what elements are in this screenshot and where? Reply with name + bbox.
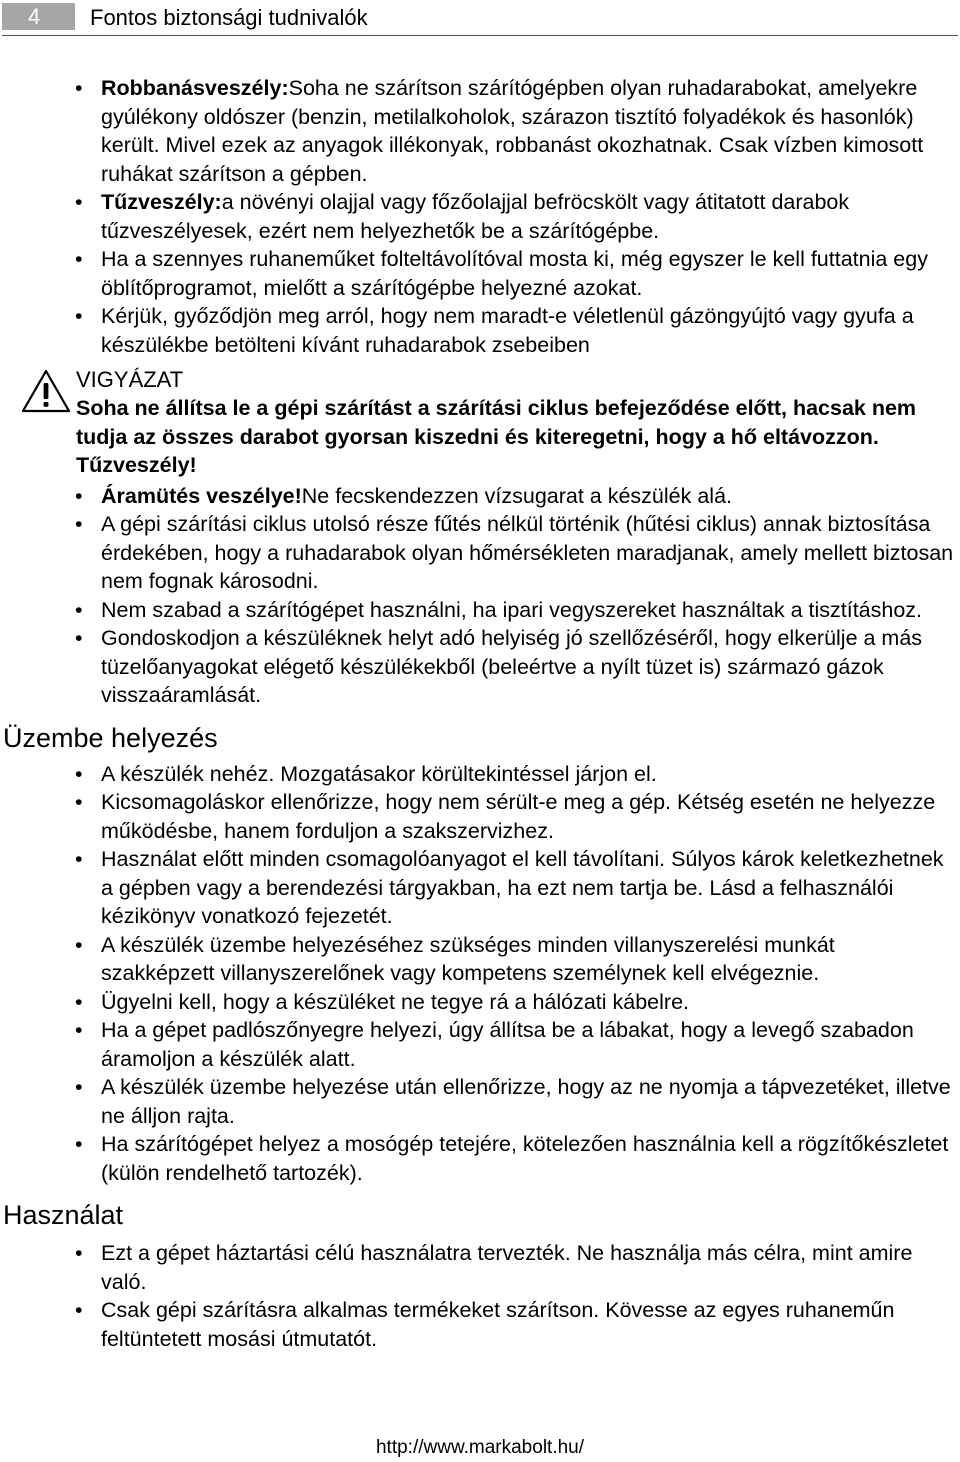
list-item: • A készülék üzembe helyezéséhez szükséges minden villanyszerelési munkát szakképzett villanyszerelőnek vagy kompetens személynek kell elvégeznie. — [101, 931, 954, 988]
bullet-label: Robbanásveszély: — [101, 76, 289, 100]
list-item — [101, 302, 954, 359]
safety-list-warning — [0, 482, 960, 710]
list-item — [101, 510, 954, 596]
list-item: • A készülék üzembe helyezése után ellenőrizze, hogy az ne nyomja a tápvezetéket, illetve ne álljon rajta. — [101, 1073, 954, 1130]
list-item: • A készülék nehéz. Mozgatásakor körültekintéssel járjon el. — [101, 760, 954, 789]
bullet-text: a növényi olajjal vagy főzőolajjal befröcskölt vagy átitatott darabok tűzveszélyesek, ezért nem helyezhetők be a szárítógépbe. — [101, 190, 850, 243]
header-title: Fontos biztonsági tudnivalók — [90, 5, 368, 30]
list-item — [101, 245, 954, 302]
use-list — [0, 1239, 960, 1353]
header-divider — [2, 35, 958, 36]
list-item — [101, 188, 954, 245]
bullet-text: Ne fecskendezzen vízsugarat a készülék alá. — [301, 483, 733, 508]
list-item — [101, 482, 954, 511]
page-footer — [0, 1436, 960, 1460]
warning-title: VIGYÁZAT — [76, 367, 184, 392]
footer-url: http://www.markabolt.hu/ — [375, 1437, 585, 1458]
list-item: • Csak gépi szárításra alkalmas termékeket szárítson. Kövesse az egyes ruhaneműn feltüntetett mosási útmutatót. — [101, 1296, 954, 1353]
list-item: • Kicsomagoláskor ellenőrizze, hogy nem sérült-e meg a gép. Kétség esetén ne helyezze működésbe, hanem forduljon a szakszervizhez. — [101, 788, 954, 845]
list-item: • Ezt a gépet háztartási célú használatra tervezték. Ne használja más célra, mint amire való. — [101, 1239, 954, 1296]
page-header — [0, 0, 960, 36]
installation-list — [0, 760, 960, 1188]
bullet-text: Kérjük, győződjön meg arról, hogy nem maradt-e véletlenül gázöngyújtó vagy gyufa a készülékbe betölteni kívánt ruhadarabok zsebeiben — [101, 304, 914, 357]
list-item: • Ha szárítógépet helyez a mosógép tetejére, kötelezően használnia kell a rögzítőkészletet (külön rendelhető tartozék). — [101, 1130, 954, 1187]
bullet-text: Gondoskodjon a készüléknek helyt adó helyiség jó szellőzéséről, hogy elkerülje a más tüzelőanyagokat elégető készülékekből (beleértve a nyílt tüzet is) származó gázok visszaáramlását. — [101, 626, 923, 707]
bullet-label: Tűzveszély: — [101, 190, 222, 214]
section-heading-use: Használat — [3, 1200, 124, 1230]
section-heading-installation: Üzembe helyezés — [3, 722, 218, 753]
list-item: • Használat előtt minden csomagolóanyagot el kell távolítani. Súlyos károk keletkezhetnek a gépben vagy a berendezési tárgyakban, ha ezt nem tartja be. Lásd a felhasználói kézikönyv vonatkozó fejezetét. — [101, 845, 954, 931]
list-item — [101, 74, 954, 188]
list-item — [101, 624, 954, 710]
warning-text: Soha ne állítsa le a gépi szárítást a szárítási ciklus befejeződése előtt, hacsak nem tudja az összes darabot gyorsan kiszedni és kiteregetni, hogy a hő eltávozzon. Tűzveszély! — [76, 396, 917, 477]
bullet-text: Soha ne szárítson szárítógépben olyan ruhadarabokat, amelyekre gyúlékony oldószer (benzin, metilalkoholok, szárazon tisztító folyadékok és hasonlók) került. Mivel ezek az anyagok illékonyak, robbanást okozhatnak. Csak vízben kimosott ruhákat szárítson a gépben. — [101, 76, 924, 186]
warning-triangle-icon — [20, 368, 72, 414]
bullet-text: A gépi szárítási ciklus utolsó része fűtés nélkül történik (hűtési ciklus) annak biztosítása érdekében, hogy a ruhadarabok olyan hőmérsékleten maradjanak, amely mellett biztosan nem fognak károsodni. — [101, 512, 954, 593]
list-item: • Ügyelni kell, hogy a készüléket ne tegye rá a hálózati kábelre. — [101, 988, 954, 1017]
bullet-label: Áramütés veszélye! — [101, 483, 302, 508]
bullet-text: Nem szabad a szárítógépet használni, ha ipari vegyszereket használtak a tisztításhoz. — [101, 597, 923, 622]
page-number: 4 — [2, 3, 75, 30]
bullet-text: Ha a szennyes ruhaneműket folteltávolítóval mosta ki, még egyszer le kell futtatnia egy öblítőprogramot, mielőtt a szárítógépbe helyezné azokat. — [101, 247, 928, 300]
warning-block — [0, 366, 960, 480]
page-content — [0, 74, 960, 1353]
list-item — [101, 596, 954, 625]
safety-list-top — [0, 74, 960, 359]
list-item: • Ha a gépet padlószőnyegre helyezi, úgy állítsa be a lábakat, hogy a levegő szabadon áramoljon a készülék alatt. — [101, 1016, 954, 1073]
